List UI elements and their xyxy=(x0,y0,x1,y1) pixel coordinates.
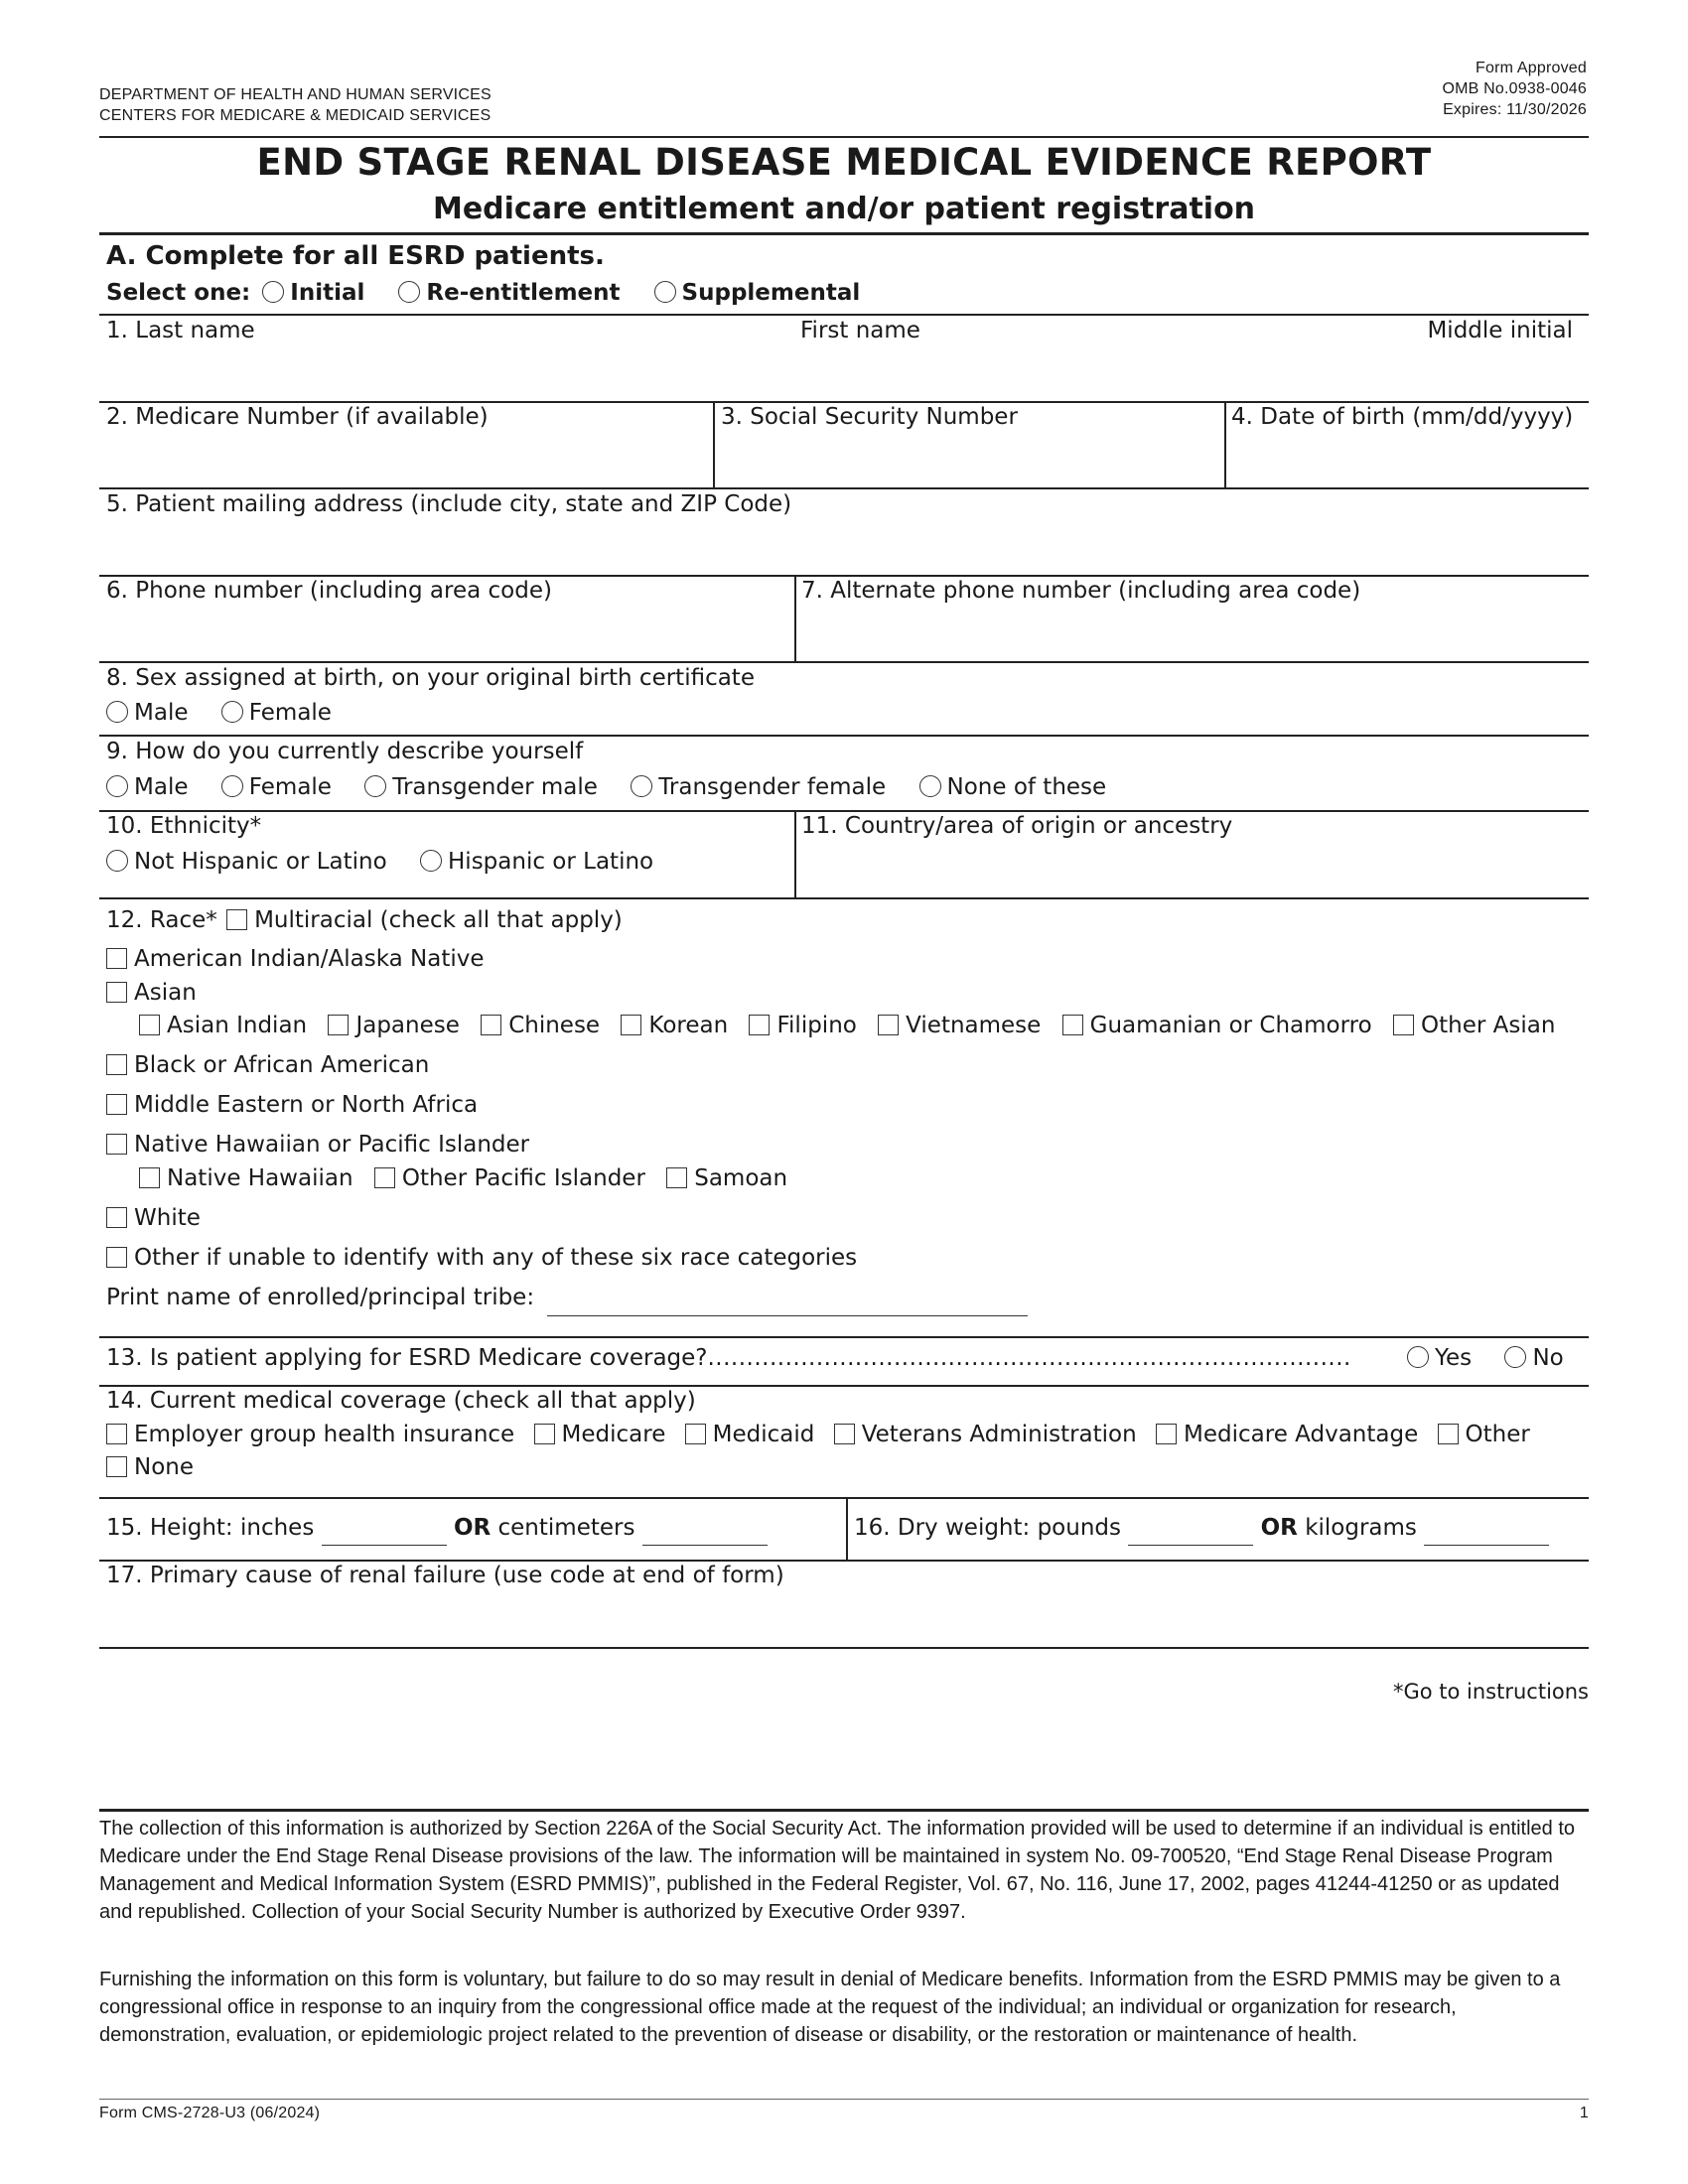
other-race-checkbox[interactable] xyxy=(106,1247,127,1268)
no-coverage-row xyxy=(106,1454,194,1480)
other-race-label: Other if unable to identify with any of these six race categories xyxy=(134,1245,858,1271)
or-label: OR xyxy=(1260,1515,1298,1541)
weight-kg-label: kilograms xyxy=(1305,1515,1417,1541)
divider xyxy=(99,575,1589,577)
weight-pounds-input[interactable] xyxy=(1128,1519,1253,1546)
entitlement-type-group xyxy=(106,280,860,306)
privacy-disclosure-text: Furnishing the information on this form is voluntary, but failure to do so may result in denial of Medicare benefits. Information from the ESRD PMMIS may be given to a congressional office in response to an inquiry from the congressional office made at the request of the individual; an individual or organization for research, demonstration, evaluation, or epidemiologic project related to the prevention of disease or disability, or the restoration or maintenance of health. xyxy=(99,1969,1561,2046)
country-origin-input[interactable] xyxy=(801,850,1580,891)
gender-none-label: None of these xyxy=(946,774,1107,800)
race-american-indian xyxy=(106,946,485,972)
dept-line-1: DEPARTMENT OF HEALTH AND HUMAN SERVICES xyxy=(99,86,492,103)
not-hispanic-radio[interactable] xyxy=(106,850,128,872)
approval-line-3: Expires: 11/30/2026 xyxy=(1443,101,1587,118)
gender-female-label: Female xyxy=(248,774,332,800)
divider xyxy=(794,811,796,897)
sex-female-label: Female xyxy=(248,700,332,726)
esrd-no-label: No xyxy=(1532,1345,1564,1371)
weight-pounds-label: 16. Dry weight: pounds xyxy=(854,1515,1121,1541)
privacy-authority-text: The collection of this information is authorized by Section 226A of the Social Security Act. The information provided will be used to determine if an individual is entitled to Medicare under the End Stage Renal Disease provisions of the law. The information will be maintained in system No. 09-700520, “End Stage Renal Disease Program Management and Medical Information System (ESRD PMMIS)”, published in the Federal Register, Vol. 67, No. 116, June 17, 2002, pages 41244-41250 or as updated and republished. Collection of your Social Security Number is authorized by Executive Order 9397. xyxy=(99,1818,1576,1923)
medicare-number-input[interactable] xyxy=(106,443,706,484)
dob-input[interactable] xyxy=(1231,443,1583,484)
re-entitlement-radio[interactable] xyxy=(398,281,420,303)
gender-trans-male-radio[interactable] xyxy=(364,775,386,797)
ssn-label: 3. Social Security Number xyxy=(721,404,1018,430)
filipino-label: Filipino xyxy=(776,1013,857,1038)
medical-coverage-label: 14. Current medical coverage (check all that apply) xyxy=(106,1388,696,1414)
height-row xyxy=(106,1515,768,1546)
black-checkbox[interactable] xyxy=(106,1054,127,1075)
medicare-label: Medicare xyxy=(561,1422,666,1447)
esrd-yes-label: Yes xyxy=(1435,1345,1473,1371)
dot-leader: ................................................................................... xyxy=(707,1345,1351,1371)
divider xyxy=(99,1809,1589,1812)
dept-line-2: CENTERS FOR MEDICARE & MEDICAID SERVICES xyxy=(99,107,492,124)
phone-label: 6. Phone number (including area code) xyxy=(106,578,552,604)
race-nhpi xyxy=(106,1132,529,1158)
height-cm-input[interactable] xyxy=(642,1519,768,1546)
alt-phone-label: 7. Alternate phone number (including area code) xyxy=(801,578,1361,604)
mena-checkbox[interactable] xyxy=(106,1094,127,1115)
form-id: Form CMS-2728-U3 (06/2024) xyxy=(99,2105,321,2121)
native-hawaiian-label: Native Hawaiian xyxy=(167,1165,353,1191)
esrd-coverage-label: 13. Is patient applying for ESRD Medicare coverage? xyxy=(106,1345,708,1371)
other-pacific-islander-checkbox[interactable] xyxy=(374,1167,395,1188)
asian-indian-label: Asian Indian xyxy=(167,1013,308,1038)
divider xyxy=(99,314,1589,316)
mailing-address-input[interactable] xyxy=(106,530,1580,572)
medicare-advantage-label: Medicare Advantage xyxy=(1184,1422,1419,1447)
divider xyxy=(99,401,1589,403)
divider xyxy=(99,1497,1589,1499)
initial-label: Initial xyxy=(290,280,365,306)
american-indian-checkbox[interactable] xyxy=(106,948,127,969)
last-name-label: 1. Last name xyxy=(106,318,255,343)
employer-insurance-checkbox[interactable] xyxy=(106,1424,127,1444)
phone-input[interactable] xyxy=(106,616,785,658)
esrd-coverage-row xyxy=(106,1345,1351,1371)
medicare-advantage-checkbox[interactable] xyxy=(1156,1424,1177,1444)
filipino-checkbox[interactable] xyxy=(749,1015,770,1035)
other-asian-checkbox[interactable] xyxy=(1393,1015,1414,1035)
nhpi-label: Native Hawaiian or Pacific Islander xyxy=(134,1132,530,1158)
divider xyxy=(99,1385,1589,1387)
renal-failure-cause-input[interactable] xyxy=(106,1600,1580,1642)
renal-failure-cause-label: 17. Primary cause of renal failure (use code at end of form) xyxy=(106,1563,784,1588)
select-one-label: Select one: xyxy=(106,280,251,306)
race-label: 12. Race* xyxy=(106,907,217,933)
middle-initial-label: Middle initial xyxy=(1427,318,1573,343)
approval-line-1: Form Approved xyxy=(1476,60,1587,76)
divider xyxy=(99,1560,1589,1562)
divider xyxy=(99,810,1589,812)
divider xyxy=(99,661,1589,663)
medicaid-checkbox[interactable] xyxy=(685,1424,706,1444)
ethnicity-label: 10. Ethnicity* xyxy=(106,813,262,839)
mailing-address-label: 5. Patient mailing address (include city, state and ZIP Code) xyxy=(106,491,792,517)
divider xyxy=(99,897,1589,899)
middle-initial-input[interactable] xyxy=(1410,355,1583,397)
vietnamese-label: Vietnamese xyxy=(906,1013,1042,1038)
multiracial-label: Multiracial (check all that apply) xyxy=(254,907,623,933)
last-name-input[interactable] xyxy=(106,355,785,397)
mena-label: Middle Eastern or North Africa xyxy=(134,1092,479,1118)
race-header xyxy=(106,907,623,933)
hispanic-label: Hispanic or Latino xyxy=(448,849,654,875)
first-name-label: First name xyxy=(800,318,920,343)
sex-male-label: Male xyxy=(134,700,189,726)
divider xyxy=(99,2099,1589,2100)
esrd-coverage-group xyxy=(1407,1345,1564,1371)
native-hawaiian-checkbox[interactable] xyxy=(139,1167,160,1188)
other-coverage-checkbox[interactable] xyxy=(1438,1424,1459,1444)
asian-checkbox[interactable] xyxy=(106,982,127,1003)
race-mena xyxy=(106,1092,478,1118)
ssn-input[interactable] xyxy=(721,443,1221,484)
page-title: END STAGE RENAL DISEASE MEDICAL EVIDENCE REPORT xyxy=(256,141,1432,184)
sex-at-birth-group xyxy=(106,700,332,726)
japanese-label: Japanese xyxy=(355,1013,460,1038)
divider xyxy=(99,487,1589,489)
guamanian-label: Guamanian or Chamorro xyxy=(1089,1013,1372,1038)
divider xyxy=(99,735,1589,737)
divider xyxy=(99,1647,1589,1649)
height-inches-input[interactable] xyxy=(322,1519,447,1546)
black-label: Black or African American xyxy=(134,1052,430,1078)
page-subtitle: Medicare entitlement and/or patient registration xyxy=(432,192,1256,226)
height-inches-label: 15. Height: inches xyxy=(106,1515,315,1541)
divider xyxy=(99,232,1589,235)
korean-checkbox[interactable] xyxy=(621,1015,641,1035)
multiracial-checkbox[interactable] xyxy=(226,909,247,930)
tribe-label: Print name of enrolled/principal tribe: xyxy=(106,1285,535,1310)
asian-indian-checkbox[interactable] xyxy=(139,1015,160,1035)
gender-trans-female-label: Transgender female xyxy=(658,774,887,800)
va-label: Veterans Administration xyxy=(861,1422,1137,1447)
medicare-checkbox[interactable] xyxy=(534,1424,555,1444)
american-indian-label: American Indian/Alaska Native xyxy=(134,946,485,972)
omb-approval xyxy=(1442,58,1587,120)
white-label: White xyxy=(134,1205,201,1231)
samoan-checkbox[interactable] xyxy=(666,1167,687,1188)
weight-kg-input[interactable] xyxy=(1424,1519,1549,1546)
esrd-no-radio[interactable] xyxy=(1504,1346,1526,1368)
gender-trans-male-label: Transgender male xyxy=(392,774,598,800)
nhpi-subgroup-row xyxy=(139,1165,787,1191)
sex-male-radio[interactable] xyxy=(106,701,128,723)
other-asian-label: Other Asian xyxy=(1421,1013,1556,1038)
chinese-checkbox[interactable] xyxy=(481,1015,501,1035)
weight-row xyxy=(854,1515,1549,1546)
samoan-label: Samoan xyxy=(694,1165,788,1191)
tribe-row xyxy=(106,1285,1028,1316)
tribe-input[interactable] xyxy=(547,1288,1028,1316)
or-label: OR xyxy=(453,1515,492,1541)
sex-at-birth-label: 8. Sex assigned at birth, on your original birth certificate xyxy=(106,665,755,691)
instructions-note: *Go to instructions xyxy=(1392,1680,1589,1704)
divider xyxy=(1224,402,1226,488)
divider xyxy=(713,402,715,488)
race-black xyxy=(106,1052,429,1078)
race-asian xyxy=(106,980,197,1006)
gender-trans-female-radio[interactable] xyxy=(631,775,652,797)
first-name-input[interactable] xyxy=(800,355,1400,397)
re-entitlement-label: Re-entitlement xyxy=(426,280,621,306)
ethnicity-group xyxy=(106,849,653,875)
medicaid-label: Medicaid xyxy=(712,1422,815,1447)
gender-female-radio[interactable] xyxy=(221,775,243,797)
sex-female-radio[interactable] xyxy=(221,701,243,723)
initial-radio[interactable] xyxy=(262,281,284,303)
approval-line-2: OMB No.0938-0046 xyxy=(1442,80,1587,97)
vietnamese-checkbox[interactable] xyxy=(878,1015,899,1035)
dob-label: 4. Date of birth (mm/dd/yyyy) xyxy=(1231,404,1574,430)
japanese-checkbox[interactable] xyxy=(328,1015,349,1035)
supplemental-radio[interactable] xyxy=(654,281,676,303)
esrd-yes-radio[interactable] xyxy=(1407,1346,1429,1368)
medical-coverage-group xyxy=(106,1422,1530,1447)
chinese-label: Chinese xyxy=(508,1013,601,1038)
page-number: 1 xyxy=(1579,2105,1589,2121)
medicare-number-label: 2. Medicare Number (if available) xyxy=(106,404,489,430)
race-white xyxy=(106,1205,201,1231)
gender-identity-group xyxy=(106,774,1106,800)
nhpi-checkbox[interactable] xyxy=(106,1134,127,1155)
other-pacific-islander-label: Other Pacific Islander xyxy=(401,1165,645,1191)
gender-male-radio[interactable] xyxy=(106,775,128,797)
gender-male-label: Male xyxy=(134,774,189,800)
divider xyxy=(99,1336,1589,1338)
other-coverage-label: Other xyxy=(1465,1422,1530,1447)
white-checkbox[interactable] xyxy=(106,1207,127,1228)
not-hispanic-label: Not Hispanic or Latino xyxy=(134,849,387,875)
korean-label: Korean xyxy=(648,1013,729,1038)
race-other xyxy=(106,1245,857,1271)
asian-subgroup-row xyxy=(139,1013,1555,1038)
va-checkbox[interactable] xyxy=(834,1424,855,1444)
divider xyxy=(794,576,796,662)
no-coverage-checkbox[interactable] xyxy=(106,1456,127,1477)
gender-identity-label: 9. How do you currently describe yourself xyxy=(106,739,584,764)
divider xyxy=(99,136,1589,138)
section-a-heading: A. Complete for all ESRD patients. xyxy=(106,241,605,271)
alt-phone-input[interactable] xyxy=(801,616,1580,658)
employer-insurance-label: Employer group health insurance xyxy=(134,1422,515,1447)
hispanic-radio[interactable] xyxy=(420,850,442,872)
no-coverage-label: None xyxy=(134,1454,195,1480)
guamanian-checkbox[interactable] xyxy=(1062,1015,1083,1035)
agency-header xyxy=(99,84,492,126)
divider xyxy=(846,1498,848,1560)
country-origin-label: 11. Country/area of origin or ancestry xyxy=(801,813,1233,839)
supplemental-label: Supplemental xyxy=(681,280,861,306)
gender-none-radio[interactable] xyxy=(919,775,941,797)
asian-label: Asian xyxy=(134,980,197,1006)
height-cm-label: centimeters xyxy=(497,1515,635,1541)
